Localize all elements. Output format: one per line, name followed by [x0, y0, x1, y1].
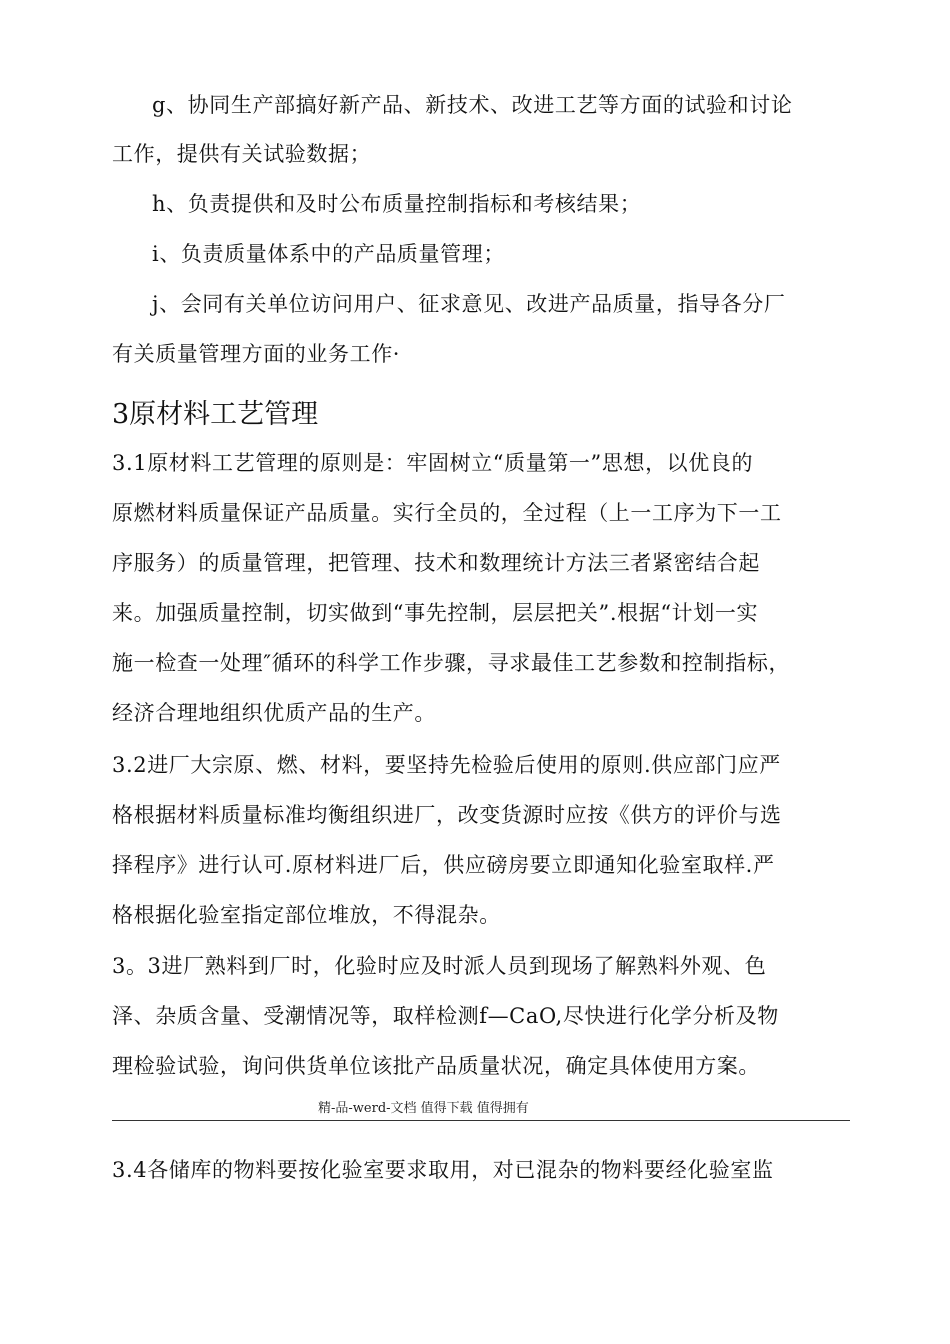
paragraph-j-line-2: 有关质量管理方面的业务工作·: [112, 342, 401, 366]
paragraph-g-line-1: g、协同生产部搞好新产品、新技术、改进工艺等方面的试验和讨论: [152, 93, 793, 117]
paragraph-3-1-line-2: 原燃材料质量保证产品质量。实行全员的，全过程（上一工序为下一工: [112, 501, 782, 525]
paragraph-h: h、负责提供和及时公布质量控制指标和考核结果；: [152, 192, 642, 216]
paragraph-3-3-line-3: 理检验试验，询问供货单位该批产品质量状况，确定具体使用方案。: [112, 1054, 760, 1078]
paragraph-3-2-line-4: 格根据化验室指定部位堆放，不得混杂。: [112, 903, 501, 927]
paragraph-i: i、负责质量体系中的产品质量管理；: [152, 242, 505, 266]
paragraph-3-2-line-2: 格根据材料质量标准均衡组织进厂，改变货源时应按《供方的评价与选: [112, 803, 782, 827]
paragraph-j-line-1: j、会同有关单位访问用户、征求意见、改进产品质量，指导各分厂: [152, 292, 786, 316]
paragraph-3-1-line-6: 经济合理地组织优质产品的生产。: [112, 701, 436, 725]
paragraph-3-2-line-1: 3.2进厂大宗原、燃、材料，要坚持先检验后使用的原则.供应部门应严: [112, 753, 781, 777]
paragraph-3-1-line-4: 来。加强质量控制，切实做到“事先控制，层层把关”.根据“计划一实: [112, 601, 759, 625]
paragraph-g-line-2: 工作，提供有关试验数据；: [112, 142, 372, 166]
paragraph-3-1-line-3: 序服务）的质量管理，把管理、技术和数理统计方法三者紧密结合起: [112, 551, 760, 575]
paragraph-3-3-line-2: 泽、杂质含量、受潮情况等，取样检测f—CaO,尽快进行化学分析及物: [112, 1004, 779, 1028]
footer-divider: [112, 1120, 850, 1121]
paragraph-3-4-line-1: 3.4各储库的物料要按化验室要求取用，对已混杂的物料要经化验室监: [112, 1158, 774, 1182]
paragraph-3-1-line-5: 施一检查一处理″循环的科学工作步骤，寻求最佳工艺参数和控制指标，: [112, 651, 791, 675]
paragraph-3-2-line-3: 择程序》进行认可.原材料进厂后，供应磅房要立即通知化验室取样.严: [112, 853, 775, 877]
page-footer-text: 精-品-werd-文档 值得下载 值得拥有: [318, 1101, 529, 1116]
paragraph-3-3-line-1: 3。3进厂熟料到厂时，化验时应及时派人员到现场了解熟料外观、色: [112, 954, 767, 978]
section-heading: 3原材料工艺管理: [112, 399, 319, 430]
paragraph-3-1-line-1: 3.1原材料工艺管理的原则是：牢固树立“质量第一”思想，以优良的: [112, 451, 754, 475]
